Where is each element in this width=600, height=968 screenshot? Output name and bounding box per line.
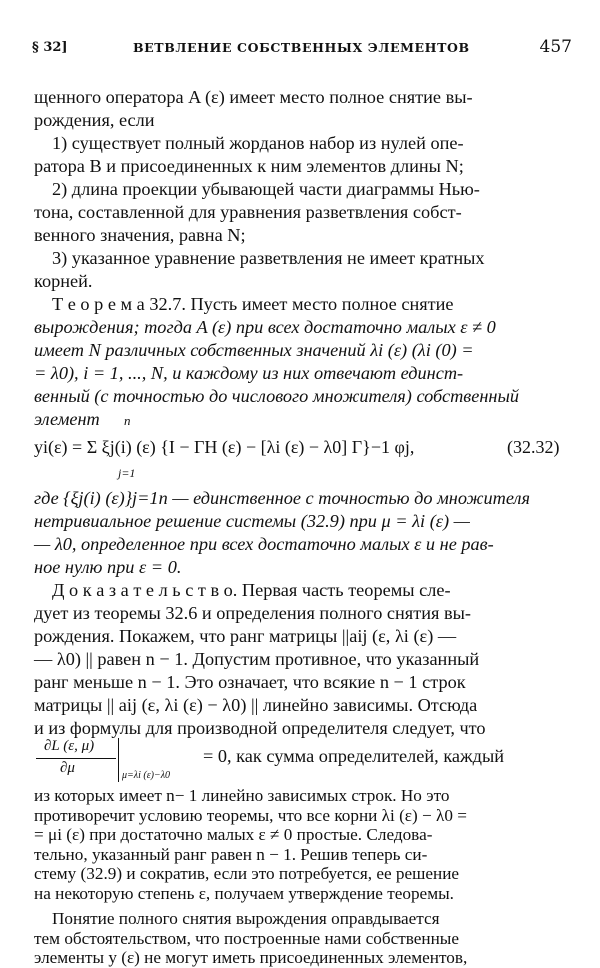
text-line: рождения. Покажем, что ранг матрицы ||aij (ε, λi (ε) — bbox=[34, 626, 457, 646]
text-line: ранг меньше n − 1. Это означает, что всякие n − 1 строк bbox=[34, 672, 466, 692]
text-line: стему (32.9) и сократив, если это потребуется, ее решение bbox=[34, 864, 460, 883]
evaluation-bar bbox=[118, 738, 119, 782]
section-label: § 32] bbox=[32, 40, 68, 55]
text-line: = λ0), i = 1, ..., N, и каждому из них отвечают единст- bbox=[34, 363, 464, 383]
fraction-bar bbox=[36, 758, 116, 759]
text-line: венного значения, равна N; bbox=[34, 225, 246, 245]
derivative-numerator: ∂L (ε, μ) bbox=[44, 738, 95, 754]
paragraph-start-line: Понятие полного снятия вырождения оправдывается bbox=[52, 909, 440, 928]
proof-heading-line: Д о к а з а т е л ь с т в о. Первая часть теоремы сле- bbox=[52, 580, 451, 600]
page-number: 457 bbox=[539, 37, 572, 57]
text-line: на некоторую степень ε, получаем утверждение теоремы. bbox=[34, 884, 454, 903]
text-line: ратора B и присоединенных к ним элементов длины N; bbox=[34, 156, 464, 176]
text-line: где {ξj(i) (ε)}j=1n — единственное с точностью до множителя bbox=[34, 488, 530, 508]
text-line: — λ0) || равен n − 1. Допустим противное, что указанный bbox=[34, 649, 480, 669]
text-line: противоречит условию теоремы, что все корни λi (ε) − λ0 = bbox=[34, 806, 467, 825]
text-line: корней. bbox=[34, 271, 93, 291]
derivative-denominator: ∂μ bbox=[60, 760, 75, 776]
equation-number: (32.32) bbox=[507, 437, 560, 457]
text-line: щенного оператора A (ε) имеет место полное снятие вы- bbox=[34, 87, 473, 107]
text-line: венный (с точностью до числового множителя) собственный bbox=[34, 386, 519, 406]
text-line: тем обстоятельством, что построенные нами собственные bbox=[34, 929, 459, 948]
text-line: имеет N различных собственных значений λi (ε) (λi (0) = bbox=[34, 340, 474, 360]
text-line: тельно, указанный ранг равен n − 1. Решив теперь си- bbox=[34, 845, 428, 864]
text-line: тона, составленной для уравнения разветвления собст- bbox=[34, 202, 462, 222]
text-line: и из формулы для производной определителя следует, что bbox=[34, 718, 486, 738]
sum-upper-limit: n bbox=[124, 413, 131, 428]
text-line: ное нулю при ε = 0. bbox=[34, 557, 182, 577]
text-line: элементы y (ε) не могут иметь присоединенных элементов, bbox=[34, 948, 468, 967]
text-line: дует из теоремы 32.6 и определения полного снятия вы- bbox=[34, 603, 471, 623]
theorem-heading-line: Т е о р е м а 32.7. Пусть имеет место полное снятие bbox=[52, 294, 454, 314]
text-line: = 0, как сумма определителей, каждый bbox=[203, 746, 505, 766]
text-line: 3) указанное уравнение разветвления не имеет кратных bbox=[52, 248, 485, 268]
text-line: нетривиальное решение системы (32.9) при μ = λi (ε) — bbox=[34, 511, 470, 531]
sum-lower-limit: j=1 bbox=[118, 466, 136, 480]
text-line: рождения, если bbox=[34, 110, 155, 130]
text-line: — λ0, определенное при всех достаточно малых ε и не рав- bbox=[34, 534, 494, 554]
text-line: элемент bbox=[34, 409, 100, 429]
text-line: вырождения; тогда A (ε) при всех достаточно малых ε ≠ 0 bbox=[34, 317, 496, 337]
text-line: 2) длина проекции убывающей части диаграммы Нью- bbox=[52, 179, 480, 199]
text-line: матрицы || aij (ε, λi (ε) − λ0) || линейно зависимы. Отсюда bbox=[34, 695, 478, 715]
chapter-title: ВЕТВЛЕНИЕ СОБСТВЕННЫХ ЭЛЕМЕНТОВ bbox=[133, 40, 470, 55]
text-line: из которых имеет n− 1 линейно зависимых строк. Но это bbox=[34, 786, 450, 805]
evaluation-subscript: μ=λi (ε)−λ0 bbox=[122, 770, 171, 781]
text-line: = μi (ε) при достаточно малых ε ≠ 0 простые. Следова- bbox=[34, 825, 433, 844]
equation-body: yi(ε) = Σ ξj(i) (ε) {I − ΓH (ε) − [λi (ε) − λ0] Γ}−1 φj, bbox=[34, 437, 415, 457]
text-line: 1) существует полный жорданов набор из нулей опе- bbox=[52, 133, 464, 153]
running-header bbox=[32, 36, 572, 60]
